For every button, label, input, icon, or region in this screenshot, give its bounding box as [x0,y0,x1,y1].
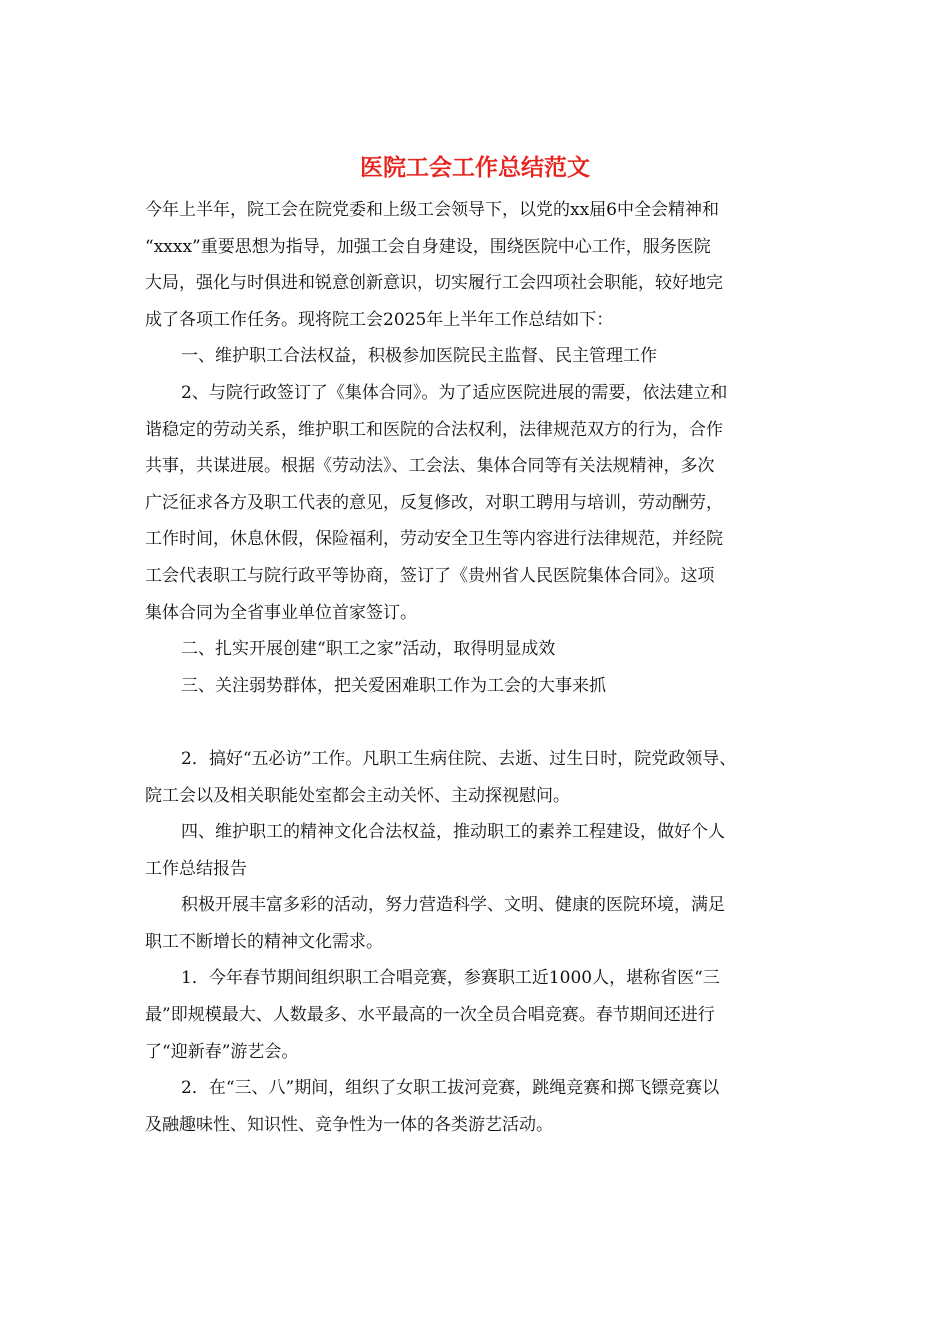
text-line: 广泛征求各方及职工代表的意见，反复修改，对职工聘用与培训，劳动酬劳， [145,492,723,513]
blank-line [145,704,810,741]
document-body [145,192,810,1143]
text-line: 及融趣味性、知识性、竞争性为一体的各类游艺活动。 [145,1114,553,1135]
text-line: 2．在“三、八”期间，组织了女职工拔河竞赛，跳绳竞赛和掷飞镖竞赛以 [181,1078,720,1099]
text-line: 院工会以及相关职能处室都会主动关怀、主动探视慰问。 [145,785,570,806]
text-line: 2．搞好“五必访”工作。凡职工生病住院、去逝、过生日时，院党政领导、 [181,748,737,769]
text-line: 四、维护职工的精神文化合法权益，推动职工的素养工程建设，做好个人 [181,822,725,843]
text-line: 三、关注弱势群体，把关爱困难职工作为工会的大事来抓 [181,675,606,696]
text-line: 最”即规模最大、人数最多、水平最高的一次全员合唱竞赛。春节期间还进行 [145,1005,715,1026]
text-line: 大局，强化与时俱进和锐意创新意识，切实履行工会四项社会职能，较好地完 [145,273,723,294]
text-line: 谐稳定的劳动关系，维护职工和医院的合法权利，法律规范双方的行为，合作 [145,419,723,440]
document-title: 医院工会工作总结范文 [360,154,590,181]
text-line: 工作总结报告 [145,858,247,879]
text-line: 二、扎实开展创建“职工之家”活动，取得明显成效 [181,639,556,660]
text-line: 了“迎新春”游艺会。 [145,1041,299,1062]
text-line: 积极开展丰富多彩的活动，努力营造科学、文明、健康的医院环境，满足 [181,895,725,916]
text-line: 2、与院行政签订了《集体合同》。为了适应医院进展的需要，依法建立和 [181,382,728,403]
text-line: 共事，共谋进展。根据《劳动法》、工会法、集体合同等有关法规精神，多次 [145,456,715,477]
text-line: 工会代表职工与院行政平等协商，签订了《贵州省人民医院集体合同》。这项 [145,565,715,586]
text-line: 集体合同为全省事业单位首家签订。 [145,602,417,623]
text-line: 一、维护职工合法权益，积极参加医院民主监督、民主管理工作 [181,346,657,367]
text-line: 1．今年春节期间组织职工合唱竞赛，参赛职工近1000人，堪称省医“三 [181,968,720,989]
text-line: 职工不断增长的精神文化需求。 [145,931,383,952]
text-line: “xxxx”重要思想为指导，加强工会自身建设，围绕医院中心工作，服务医院 [145,236,711,257]
text-line: 今年上半年，院工会在院党委和上级工会领导下，以党的xx届6中全会精神和 [145,200,719,220]
text-line: 工作时间，休息休假，保险福利，劳动安全卫生等内容进行法律规范，并经院 [145,529,723,550]
text-line: 成了各项工作任务。现将院工会2025年上半年工作总结如下： [145,309,614,330]
